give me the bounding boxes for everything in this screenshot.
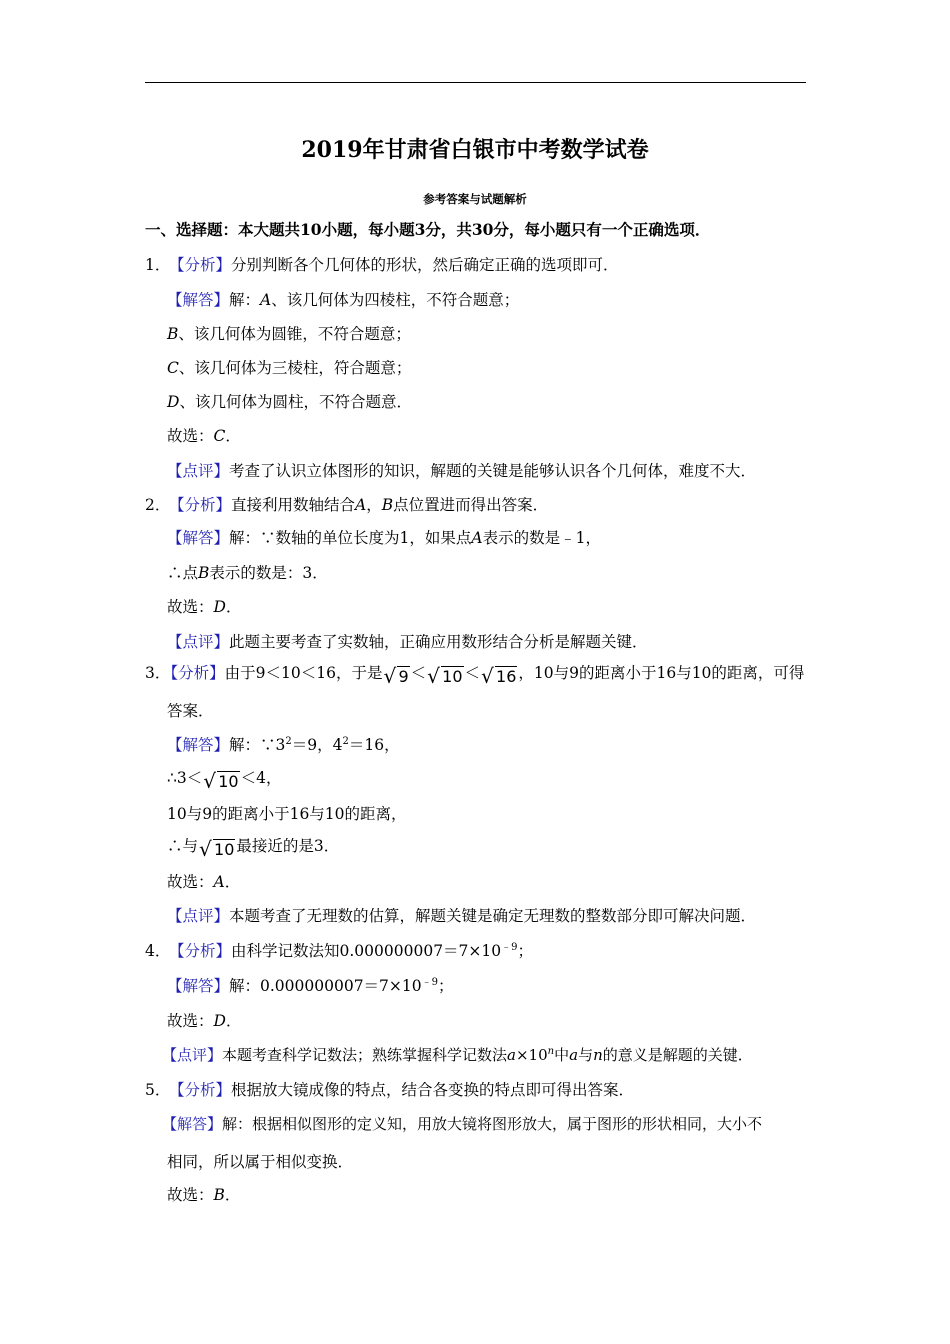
q2-answer-end: 表示的数是﹣1， [482, 529, 601, 547]
q2-point-b: B [381, 496, 394, 514]
header-rule [145, 82, 806, 83]
q2-choice-end: ． [225, 598, 242, 616]
q2-choice-line [167, 595, 241, 619]
q3-answer-line2 [167, 766, 281, 792]
q4-answer-exponent: ﹣9 [421, 977, 439, 988]
q3-choice: A [213, 873, 225, 891]
radical-sign-icon: √ [481, 664, 494, 688]
q1-number: 1． [145, 256, 171, 274]
q5-analysis-line [145, 1078, 634, 1102]
analysis-tag: 【分析】 [169, 256, 232, 274]
q5-choice-end: ． [224, 1186, 241, 1204]
q1-answer-line [167, 288, 519, 312]
sqrt-16 [481, 664, 517, 688]
sqrt-10-value: 10 [218, 772, 239, 791]
answer-tag: 【解答】 [162, 1115, 223, 1133]
answer-tag: 【解答】 [167, 529, 230, 547]
q3-answer-line3: 10与9的距离小于16与10的距离， [167, 805, 407, 823]
q1-analysis-text: 分别判断各个几何体的形状，然后确定正确的选项即可． [231, 256, 619, 274]
q3-answer-line [167, 733, 400, 757]
q4-analysis-line [145, 939, 533, 963]
q5-answer-line2: 相同，所以属于相似变换． [167, 1153, 354, 1171]
q4-answer-end: ； [438, 977, 454, 995]
q1-comment-text: 考查了认识立体图形的知识，解题的关键是能够认识各个几何体，难度不大． [229, 462, 757, 480]
comment-tag: 【点评】 [167, 462, 230, 480]
radical-sign-icon: √ [427, 664, 440, 688]
q3-less-than-2: ＜ [464, 664, 481, 682]
q4-comment-and: 与 [578, 1046, 594, 1064]
q4-comment-end: 的意义是解题的关键． [602, 1046, 753, 1064]
q3-exponent-1: 2 [285, 736, 292, 747]
q2-comment-line [167, 630, 648, 654]
q2-answer-text: 解：∵数轴的单位长度为1，如果点 [229, 529, 472, 547]
q1-choice-end: ． [225, 427, 241, 445]
comment-tag: 【点评】 [162, 1046, 223, 1064]
q2-answer-line [167, 526, 601, 550]
q1-option-b-line [167, 322, 411, 346]
q2-number: 2． [145, 496, 171, 514]
q4-comment-times-ten: ×10 [515, 1046, 548, 1064]
answer-tag: 【解答】 [167, 977, 230, 995]
q3-choice-prefix: 故选： [167, 873, 214, 891]
sqrt-16-value: 16 [496, 667, 517, 686]
q2-analysis-line [145, 493, 548, 517]
q1-option-a-text: 、该几何体为四棱柱，不符合题意； [271, 291, 520, 309]
q1-choice-prefix: 故选： [167, 427, 214, 445]
q1-comment-line [167, 459, 756, 483]
sqrt-10-value: 10 [442, 667, 463, 686]
q4-analysis-exponent: ﹣9 [501, 942, 518, 953]
q3-choice-end: ． [224, 873, 241, 891]
analysis-tag: 【分析】 [170, 664, 225, 682]
radical-sign-icon: √ [199, 837, 212, 861]
q3-line4-start: ∴与 [167, 837, 199, 855]
q1-choice: C [213, 427, 226, 445]
q3-line2-end: ＜4， [240, 769, 282, 787]
q4-comment-var-a: a [507, 1046, 516, 1064]
q4-comment-start: 本题考查科学记数法；熟练掌握科学记数法 [222, 1046, 508, 1064]
q3-answer-mid: ＝9，4 [291, 736, 343, 754]
q2-line2-point-b: B [198, 564, 210, 582]
q3-answer-line4 [167, 834, 339, 860]
comment-tag: 【点评】 [167, 907, 230, 925]
q1-option-c-line [167, 356, 411, 380]
q2-line2-end: 表示的数是：3． [209, 564, 328, 582]
q3-analysis-text: 由于9＜10＜16，于是 [224, 664, 383, 682]
q5-choice-line [167, 1183, 240, 1207]
section-heading: 一、选择题：本大题共10小题，每小题3分，共30分，每小题只有一个正确选项． [145, 220, 711, 239]
q3-answer-start: 解：∵3 [229, 736, 286, 754]
q3-analysis-line [145, 661, 804, 687]
sqrt-10 [199, 837, 235, 861]
q1-option-c-letter: C [167, 359, 179, 377]
radical-sign-icon: √ [383, 664, 397, 688]
sqrt-9-value: 9 [398, 667, 409, 686]
q3-comment-text: 本题考查了无理数的估算，解题关键是确定无理数的整数部分即可解决问题． [229, 907, 757, 925]
q3-choice-line [167, 870, 240, 894]
q3-analysis-end: ，10与9的距离小于16与10的距离，可得 [518, 664, 805, 682]
q1-choice-line [167, 424, 241, 448]
q4-choice-prefix: 故选： [167, 1012, 214, 1030]
q4-number: 4． [145, 942, 171, 960]
q3-line2-start: ∴3＜ [167, 769, 203, 787]
q4-choice-end: ． [225, 1012, 242, 1030]
q2-answer-point-a: A [471, 529, 483, 547]
q3-analysis-cont: 答案． [167, 702, 214, 720]
q1-option-c-text: 、该几何体为三棱柱，符合题意； [178, 359, 412, 377]
q2-choice: D [213, 598, 226, 616]
q5-answer-line [162, 1112, 762, 1136]
q1-option-d-letter: D [167, 393, 180, 411]
q5-analysis-text: 根据放大镜成像的特点，结合各变换的特点即可得出答案． [231, 1081, 635, 1099]
answer-tag: 【解答】 [167, 736, 230, 754]
q1-option-a-letter: A [260, 291, 272, 309]
analysis-tag: 【分析】 [169, 1081, 232, 1099]
q4-comment-exponent-n: n [547, 1046, 555, 1057]
q4-choice-line [167, 1009, 241, 1033]
q2-analysis-end: 点位置进而得出答案． [393, 496, 549, 514]
q4-comment-mid: 中 [554, 1046, 570, 1064]
q2-analysis-text: 直接利用数轴结合 [231, 496, 356, 514]
q4-analysis-text: 由科学记数法知0.000000007＝7×10 [231, 942, 502, 960]
q2-comment-text: 此题主要考查了实数轴，正确应用数形结合分析是解题关键． [229, 633, 648, 651]
q4-comment-line [162, 1043, 753, 1067]
q1-option-d-line [167, 390, 412, 414]
q3-less-than-1: ＜ [410, 664, 427, 682]
answer-tag: 【解答】 [167, 291, 230, 309]
page-subtitle: 参考答案与试题解析 [423, 192, 527, 206]
q5-number: 5． [145, 1081, 171, 1099]
q4-comment-var-a2: a [569, 1046, 579, 1064]
q2-answer-line2 [167, 561, 328, 585]
q2-analysis-comma: ， [366, 496, 382, 514]
analysis-tag: 【分析】 [169, 496, 232, 514]
sqrt-10 [427, 664, 463, 688]
q3-line4-end: 最接近的是3． [236, 837, 340, 855]
q3-answer-end: ＝16， [348, 736, 400, 754]
q4-answer-text: 解：0.000000007＝7×10 [229, 977, 422, 995]
q4-choice: D [213, 1012, 226, 1030]
sqrt-10 [203, 769, 239, 793]
q5-answer-text: 解：根据相似图形的定义知，用放大镜将图形放大，属于图形的形状相同，大小不 [222, 1115, 763, 1133]
q4-comment-var-n2: n [593, 1046, 603, 1064]
comment-tag: 【点评】 [167, 633, 230, 651]
analysis-tag: 【分析】 [169, 942, 232, 960]
q2-line2-start: ∴点 [167, 564, 199, 582]
q2-choice-prefix: 故选： [167, 598, 214, 616]
q4-answer-line [167, 974, 454, 998]
radical-sign-icon: √ [203, 769, 216, 793]
q2-point-a: A [355, 496, 367, 514]
page-title: 2019年甘肃省白银市中考数学试卷 [301, 137, 649, 163]
q1-option-b-text: 、该几何体为圆锥，不符合题意； [178, 325, 411, 343]
q1-option-d-text: 、该几何体为圆柱，不符合题意． [179, 393, 412, 411]
q1-option-b-letter: B [167, 325, 179, 343]
q1-answer-prefix: 解： [229, 291, 261, 309]
q3-comment-line [167, 904, 756, 928]
q4-analysis-end: ； [517, 942, 534, 960]
q3-number: 3． [145, 664, 171, 682]
q1-analysis-line [145, 253, 619, 277]
q5-choice: B [213, 1186, 225, 1204]
q3-exponent-2: 2 [342, 736, 349, 747]
sqrt-10-value: 10 [214, 840, 235, 859]
q5-choice-prefix: 故选： [167, 1186, 214, 1204]
sqrt-9 [383, 664, 409, 688]
